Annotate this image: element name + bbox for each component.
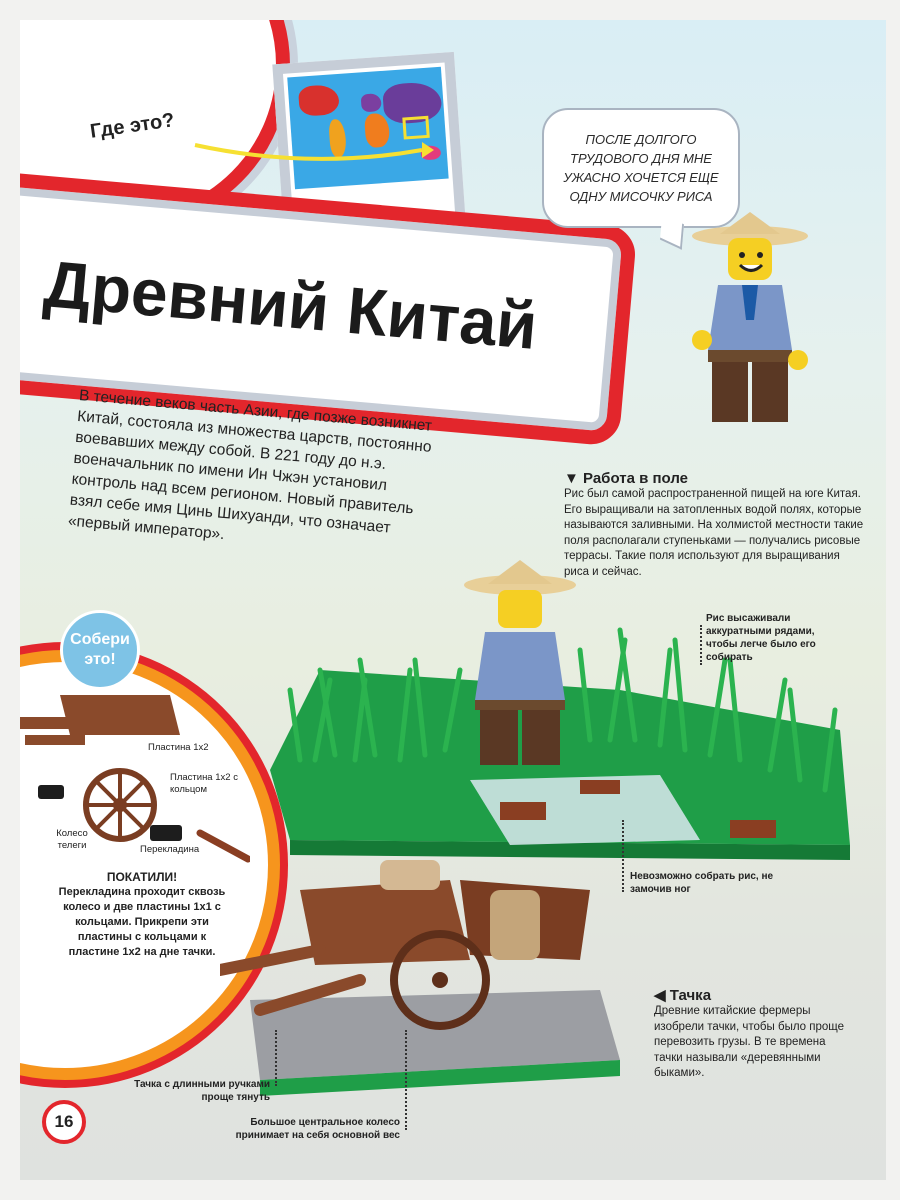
cart-title-row <box>654 986 854 1004</box>
note-handles: Тачка с длинными ручками проще тянуть <box>134 1079 270 1103</box>
left-triangle-icon: ◀ <box>654 987 666 1004</box>
wheelbarrow-model <box>220 850 640 1110</box>
part-plate-ring: Пластина 1x2 с кольцом <box>170 772 238 795</box>
part-bar: Перекладина <box>140 844 200 855</box>
page-number <box>42 1100 86 1144</box>
rice-field-model <box>260 540 860 860</box>
down-triangle-icon: ▼ <box>564 470 579 487</box>
cart-title: Тачка <box>669 987 712 1004</box>
roll-instructions <box>52 870 232 960</box>
field-body: Рис был самой распространенной пищей на юге Китая. Его выращивали на затопленных водой полях, которые называются заливными. На холмистой местности такие поля располагали ступеньками — получались рисовые террасы. Такие поля используют для выращивания риса и сейчас. <box>564 488 864 578</box>
book-page <box>20 20 886 1180</box>
note-handles-leader <box>275 1030 277 1086</box>
note-wheel: Большое центральное колесо принимает на себя основной вес <box>235 1117 400 1141</box>
build-badge-text: Собери это! <box>70 631 130 668</box>
roll-title: ПОКАТИЛИ! <box>106 870 178 884</box>
note-rice-rows: Рис высаживали аккуратными рядами, чтобы легче было его собирать <box>706 613 816 663</box>
part-plate-1x2: Пластина 1x2 <box>148 742 209 753</box>
page-number-text: 16 <box>54 1112 74 1131</box>
page-title: Древний Китай <box>41 246 541 363</box>
intro-paragraph: В течение веков часть Азии, где позже возникнет Китай, состояла из множества царств, постоянно воевавших между собой. В 221 году до н.э. военачальник по имени Ин Чжэн установил контроль над всем регионом. Новый правитель взял себе имя Цинь Шихуанди, что означает «первый император». <box>67 386 433 544</box>
farmer-minifigure <box>680 210 840 440</box>
where-label: Где это? <box>88 109 176 143</box>
cart-body: Древние китайские фермеры изобрели тачки, чтобы было проще перевозить грузы. В те времена тачки называли «деревянными быками». <box>654 1005 845 1079</box>
note-wheel-leader <box>405 1030 407 1130</box>
part-wheel: Колесо телеги <box>56 828 88 851</box>
field-title: Работа в поле <box>583 470 689 487</box>
note-wet-feet: Невозможно собрать рис, не замочив ног <box>630 871 774 895</box>
roll-body: Перекладина проходит сквозь колесо и две пластины 1x1 с кольцами. Прикрепи эти пластины с кольцами к пластине 1x2 на дне тачки. <box>58 886 226 958</box>
speech-text: ПОСЛЕ ДОЛГОГО ТРУДОВОГО ДНЯ МНЕ УЖАСНО ХОЧЕТСЯ ЕЩЕ ОДНУ МИСОЧКУ РИСА <box>563 132 719 204</box>
field-title-row <box>564 470 864 487</box>
note-rice-rows-leader <box>700 625 702 665</box>
cart-section <box>654 986 854 1082</box>
